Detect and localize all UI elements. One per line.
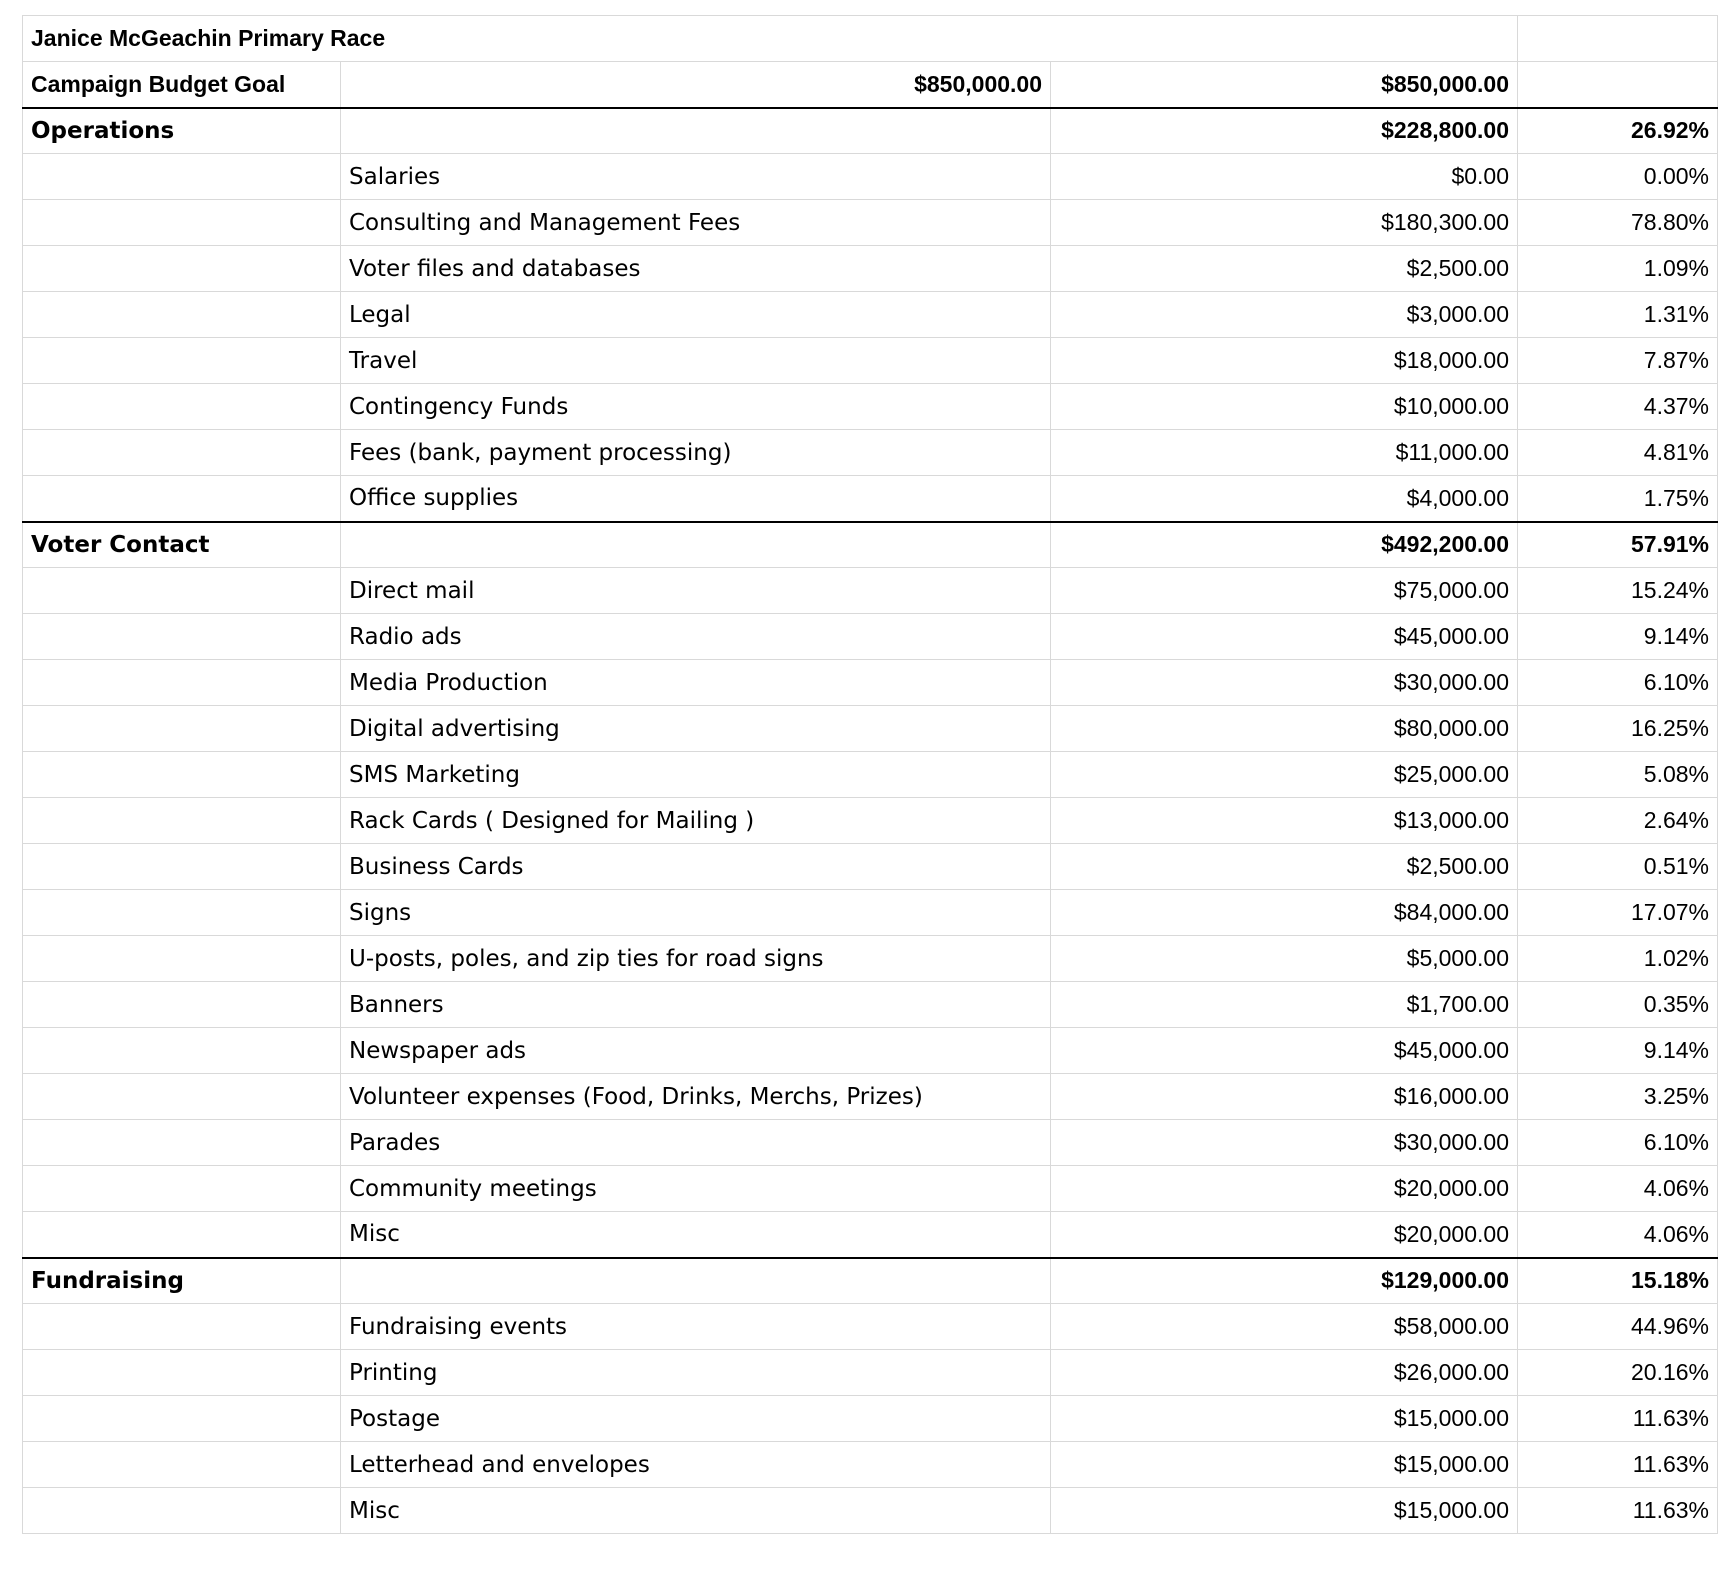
item-label[interactable]: Business Cards [341,844,1051,890]
item-percent[interactable]: 3.25% [1518,1074,1718,1120]
item-label[interactable]: Fundraising events [341,1304,1051,1350]
empty-cell[interactable] [23,706,341,752]
item-label[interactable]: Printing [341,1350,1051,1396]
line-item-row [23,246,1718,292]
section-total[interactable]: $492,200.00 [1051,522,1518,568]
sheet-body [23,16,1718,1534]
line-item-row [23,292,1718,338]
item-label[interactable]: Rack Cards ( Designed for Mailing ) [341,798,1051,844]
line-item-row [23,752,1718,798]
item-amount[interactable]: $3,000.00 [1051,292,1518,338]
item-amount[interactable]: $45,000.00 [1051,614,1518,660]
empty-cell[interactable] [23,1120,341,1166]
line-item-row [23,1350,1718,1396]
item-label[interactable]: Banners [341,982,1051,1028]
empty-cell[interactable] [23,292,341,338]
empty-cell[interactable] [23,890,341,936]
line-item-row [23,844,1718,890]
item-label[interactable]: Voter files and databases [341,246,1051,292]
empty-cell[interactable] [23,1212,341,1258]
item-amount[interactable]: $2,500.00 [1051,246,1518,292]
item-label[interactable]: Media Production [341,660,1051,706]
item-amount[interactable]: $18,000.00 [1051,338,1518,384]
item-percent[interactable]: 4.06% [1518,1212,1718,1258]
item-amount[interactable]: $84,000.00 [1051,890,1518,936]
section-total[interactable]: $129,000.00 [1051,1258,1518,1304]
item-percent[interactable]: 0.51% [1518,844,1718,890]
line-item-row [23,1120,1718,1166]
item-label[interactable]: Parades [341,1120,1051,1166]
item-amount[interactable]: $15,000.00 [1051,1442,1518,1488]
sheet-title[interactable]: Janice McGeachin Primary Race [23,16,1518,62]
section-name[interactable]: Operations [23,108,341,154]
line-item-row [23,798,1718,844]
item-percent[interactable]: 1.09% [1518,246,1718,292]
item-amount[interactable]: $10,000.00 [1051,384,1518,430]
item-percent[interactable]: 16.25% [1518,706,1718,752]
item-label[interactable]: Direct mail [341,568,1051,614]
line-item-row [23,890,1718,936]
item-percent[interactable]: 9.14% [1518,614,1718,660]
item-percent[interactable]: 11.63% [1518,1442,1718,1488]
line-item-row [23,476,1718,522]
section-row [23,1258,1718,1304]
item-percent[interactable]: 7.87% [1518,338,1718,384]
line-item-row [23,982,1718,1028]
item-label[interactable]: Consulting and Management Fees [341,200,1051,246]
item-amount[interactable]: $5,000.00 [1051,936,1518,982]
line-item-row [23,1304,1718,1350]
empty-cell[interactable] [23,154,341,200]
item-amount[interactable]: $20,000.00 [1051,1212,1518,1258]
empty-cell[interactable] [23,476,341,522]
item-label[interactable]: Digital advertising [341,706,1051,752]
line-item-row [23,1396,1718,1442]
empty-cell[interactable] [23,660,341,706]
empty-cell[interactable] [23,1304,341,1350]
empty-cell[interactable] [23,1350,341,1396]
section-name[interactable]: Voter Contact [23,522,341,568]
item-percent[interactable]: 4.06% [1518,1166,1718,1212]
item-label[interactable]: SMS Marketing [341,752,1051,798]
line-item-row [23,430,1718,476]
empty-cell[interactable] [23,384,341,430]
item-amount[interactable]: $4,000.00 [1051,476,1518,522]
item-amount[interactable]: $80,000.00 [1051,706,1518,752]
item-amount[interactable]: $11,000.00 [1051,430,1518,476]
item-percent[interactable]: 11.63% [1518,1488,1718,1534]
section-row [23,522,1718,568]
goal-row [23,62,1718,108]
empty-cell[interactable] [1518,62,1718,108]
item-label[interactable]: Travel [341,338,1051,384]
empty-cell[interactable] [341,522,1051,568]
empty-cell[interactable] [23,568,341,614]
item-amount[interactable]: $45,000.00 [1051,1028,1518,1074]
empty-cell[interactable] [23,844,341,890]
item-label[interactable]: Misc [341,1212,1051,1258]
item-percent[interactable]: 5.08% [1518,752,1718,798]
item-percent[interactable]: 6.10% [1518,1120,1718,1166]
item-percent[interactable]: 15.24% [1518,568,1718,614]
item-amount[interactable]: $16,000.00 [1051,1074,1518,1120]
empty-cell[interactable] [23,200,341,246]
item-label[interactable]: U-posts, poles, and zip ties for road signs [341,936,1051,982]
section-percent[interactable]: 57.91% [1518,522,1718,568]
item-amount[interactable]: $30,000.00 [1051,660,1518,706]
empty-cell[interactable] [341,1258,1051,1304]
line-item-row [23,1488,1718,1534]
section-name[interactable]: Fundraising [23,1258,341,1304]
item-label[interactable]: Legal [341,292,1051,338]
item-label[interactable]: Volunteer expenses (Food, Drinks, Merchs, Prizes) [341,1074,1051,1120]
title-row [23,16,1718,62]
goal-value-2[interactable]: $850,000.00 [1051,62,1518,108]
empty-cell[interactable] [23,338,341,384]
budget-sheet [22,15,1718,1534]
item-amount[interactable]: $30,000.00 [1051,1120,1518,1166]
item-amount[interactable]: $15,000.00 [1051,1488,1518,1534]
line-item-row [23,660,1718,706]
line-item-row [23,338,1718,384]
item-percent[interactable]: 20.16% [1518,1350,1718,1396]
line-item-row [23,384,1718,430]
item-percent[interactable]: 1.02% [1518,936,1718,982]
line-item-row [23,568,1718,614]
item-label[interactable]: Postage [341,1396,1051,1442]
empty-cell[interactable] [23,798,341,844]
item-percent[interactable]: 1.75% [1518,476,1718,522]
item-percent[interactable]: 9.14% [1518,1028,1718,1074]
item-amount[interactable]: $26,000.00 [1051,1350,1518,1396]
empty-cell[interactable] [23,936,341,982]
item-amount[interactable]: $20,000.00 [1051,1166,1518,1212]
item-label[interactable]: Misc [341,1488,1051,1534]
line-item-row [23,1442,1718,1488]
empty-cell[interactable] [23,752,341,798]
line-item-row [23,1166,1718,1212]
section-row [23,108,1718,154]
empty-cell[interactable] [23,1396,341,1442]
item-percent[interactable]: 11.63% [1518,1396,1718,1442]
item-label[interactable]: Letterhead and envelopes [341,1442,1051,1488]
item-percent[interactable]: 4.81% [1518,430,1718,476]
empty-cell[interactable] [23,1442,341,1488]
item-label[interactable]: Office supplies [341,476,1051,522]
empty-cell[interactable] [23,1028,341,1074]
item-amount[interactable]: $25,000.00 [1051,752,1518,798]
item-percent[interactable]: 4.37% [1518,384,1718,430]
empty-cell[interactable] [23,1488,341,1534]
line-item-row [23,200,1718,246]
item-percent[interactable]: 44.96% [1518,1304,1718,1350]
item-percent[interactable]: 17.07% [1518,890,1718,936]
item-percent[interactable]: 78.80% [1518,200,1718,246]
section-percent[interactable]: 15.18% [1518,1258,1718,1304]
empty-cell[interactable] [23,1166,341,1212]
line-item-row [23,154,1718,200]
item-label[interactable]: Fees (bank, payment processing) [341,430,1051,476]
item-percent[interactable]: 6.10% [1518,660,1718,706]
line-item-row [23,614,1718,660]
line-item-row [23,1028,1718,1074]
item-amount[interactable]: $1,700.00 [1051,982,1518,1028]
item-amount[interactable]: $58,000.00 [1051,1304,1518,1350]
line-item-row [23,1212,1718,1258]
item-percent[interactable]: 2.64% [1518,798,1718,844]
item-amount[interactable]: $180,300.00 [1051,200,1518,246]
item-amount[interactable]: $75,000.00 [1051,568,1518,614]
item-amount[interactable]: $0.00 [1051,154,1518,200]
item-percent[interactable]: 0.35% [1518,982,1718,1028]
item-amount[interactable]: $2,500.00 [1051,844,1518,890]
section-total[interactable]: $228,800.00 [1051,108,1518,154]
line-item-row [23,1074,1718,1120]
item-label[interactable]: Radio ads [341,614,1051,660]
item-percent[interactable]: 1.31% [1518,292,1718,338]
line-item-row [23,936,1718,982]
empty-cell[interactable] [23,614,341,660]
item-amount[interactable]: $13,000.00 [1051,798,1518,844]
empty-cell[interactable] [23,1074,341,1120]
item-label[interactable]: Contingency Funds [341,384,1051,430]
item-percent[interactable]: 0.00% [1518,154,1718,200]
empty-cell[interactable] [1518,16,1718,62]
empty-cell[interactable] [23,430,341,476]
item-label[interactable]: Community meetings [341,1166,1051,1212]
item-label[interactable]: Salaries [341,154,1051,200]
item-label[interactable]: Newspaper ads [341,1028,1051,1074]
section-percent[interactable]: 26.92% [1518,108,1718,154]
goal-label[interactable]: Campaign Budget Goal [23,62,341,108]
empty-cell[interactable] [23,982,341,1028]
empty-cell[interactable] [23,246,341,292]
item-label[interactable]: Signs [341,890,1051,936]
goal-value-1[interactable]: $850,000.00 [341,62,1051,108]
line-item-row [23,706,1718,752]
item-amount[interactable]: $15,000.00 [1051,1396,1518,1442]
empty-cell[interactable] [341,108,1051,154]
